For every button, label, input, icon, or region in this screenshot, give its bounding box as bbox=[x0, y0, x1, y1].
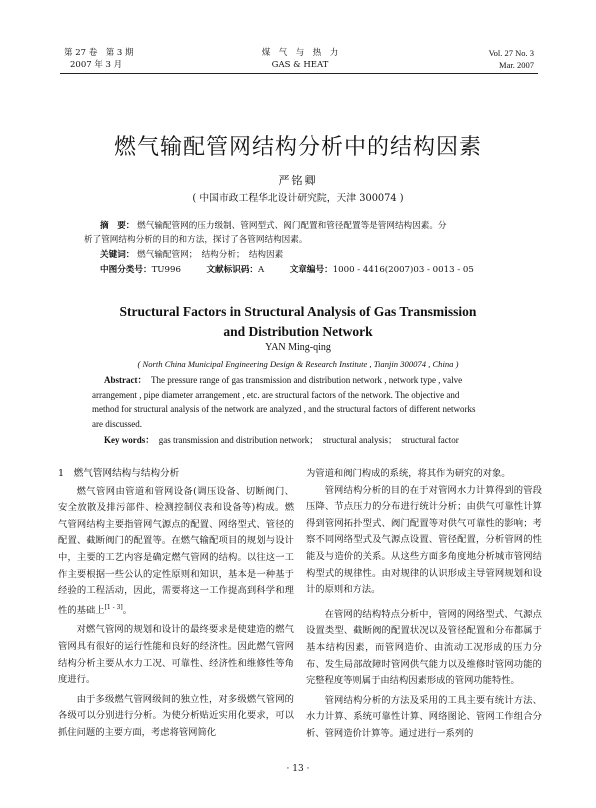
clc-label: 中图分类号： bbox=[100, 265, 152, 275]
keywords-en-label: Key words： bbox=[104, 435, 155, 445]
abstract-en-label: Abstract： bbox=[104, 375, 147, 385]
left-paragraph-1: 燃气管网由管道和管网设备(调压设备、切断阀门、安全放散及排污部件、检测控制仪表和设备等)构成。燃气管网结构主要指管网气源点的配置、网络型式、管径的配置、截断阀门的配置等。在燃气输配项目的规划与设计中，主要的工艺内容是确定燃气管网的结构。以往这一工作主要根据一些公认的定性原则和知识，基本是一种基于经验的工程活动，因此，需要将这一工作提高到科学和理性的基础上[1 - 3]。 bbox=[58, 485, 294, 616]
abstract-en bbox=[92, 373, 524, 448]
right-paragraph-1: 管网结构分析的目的在于对管网水力计算得到的管段压降、节点压力的分布进行统计分析；由供气可靠性计算得到管网拓扑型式、阀门配置等对供气可靠性的影响；考察不同网络型式及气源点设置、管径配置，分析管网的性能及与造价的关系。从这些方面多角度地分析城市管网结构型式的规律性。由对规律的认识形成主导管网规划和设计的原则和方法。 bbox=[306, 484, 542, 596]
abstract-en-text-1: The pressure range of gas transmission and distribution network , network type , valve bbox=[151, 375, 463, 385]
abstract-cn-label: 摘 要： bbox=[100, 221, 135, 231]
volume-issue-en: Vol. 27 No. 3 bbox=[488, 48, 534, 58]
journal-name-cn: 煤 气 与 热 力 bbox=[261, 48, 339, 58]
right-paragraph-2: 在管网的结构特点分析中，管网的网络型式、气源点设置类型、截断阀的配置状况以及管径配置和分布都属于基本结构因素，而管网造价、由流动工况形成的压力分布、发生局部故障时管网供气能力以及维修时管网功能的完整程度等则属于由结构因素形成的管网功能特性。 bbox=[306, 608, 542, 687]
abstract-en-text-4: are discussed. bbox=[92, 418, 142, 429]
volume-issue-cn: 第 27 卷 第 3 期 bbox=[64, 48, 134, 58]
right-paragraph-3: 管网结构分析的方法及采用的工具主要有统计方法、水力计算、系统可靠性计算、网络图论、管网工作组合分析、管网造价计算等。通过进行一系列的 bbox=[306, 694, 542, 739]
abstract-cn bbox=[84, 219, 524, 277]
abstract-cn-text-2: 析了管网结构分析的目的和方法，探讨了各管网结构因素。 bbox=[84, 235, 308, 245]
header-rule bbox=[60, 73, 538, 74]
paper-title-cn: 燃气输配管网结构分析中的结构因素 bbox=[113, 135, 482, 160]
keywords-cn bbox=[84, 248, 524, 262]
keywords-cn-label: 关键词： bbox=[100, 250, 135, 260]
paper-title-en-line1: Structural Factors in Structural Analysis of Gas Transmission bbox=[119, 304, 477, 319]
date-en: Mar. 2007 bbox=[499, 60, 534, 70]
author-cn: 严铭卿 bbox=[278, 174, 318, 187]
paper-title-en-line2: and Distribution Network bbox=[223, 324, 373, 339]
abstract-en-text-3: method for structural analysis of the network are analyzed , and the structural factors of different networks bbox=[92, 404, 476, 414]
paper-title-en bbox=[0, 302, 596, 342]
section-1-heading: 1 燃气管网结构与结构分析 bbox=[58, 468, 180, 479]
journal-name-en: GAS & HEAT bbox=[271, 60, 329, 70]
affiliation-cn: ( 中国市政工程华北设计研究院，天津 300074 ) bbox=[192, 193, 404, 204]
journal-name bbox=[240, 47, 360, 71]
doc-code-label: 文献标识码： bbox=[206, 265, 259, 275]
article-id: 1000 - 4416(2007)03 - 0013 - 05 bbox=[332, 265, 474, 275]
abstract-en-line1-wrap bbox=[92, 373, 524, 388]
abstract-en-text-2: arrangement , pipe diameter arrangement , etc. are structural factors of the network. The objective and bbox=[92, 389, 460, 400]
article-id-label: 文章编号： bbox=[289, 265, 333, 275]
journal-volume-issue bbox=[64, 47, 134, 71]
abstract-cn-line1 bbox=[84, 219, 524, 233]
clc-code: TU996 bbox=[151, 265, 181, 275]
classification-line bbox=[84, 263, 524, 277]
body-right-column bbox=[306, 466, 542, 743]
keywords-en-text: gas transmission and distribution network； structural analysis； structural factor bbox=[158, 435, 459, 445]
author-en: YAN Ming-qing bbox=[265, 342, 331, 353]
page-number: · 13 · bbox=[286, 764, 310, 774]
doc-code: A bbox=[258, 265, 265, 275]
journal-volume-issue-en bbox=[489, 47, 534, 71]
left-paragraph-3: 由于多级燃气管网级间的独立性，对多级燃气管网的各级可以分别进行分析。为使分析贴近实用化要求，可以抓住问题的主要方面，考虑将管网简化 bbox=[58, 693, 294, 738]
affiliation-en: ( North China Municipal Engineering Design & Research Institute , Tianjin 300074 , China ) bbox=[137, 359, 459, 369]
citation-ref: [1 - 3] bbox=[104, 603, 123, 611]
date-cn: 2007 年 3 月 bbox=[70, 60, 123, 70]
right-continuation-line: 为管道和阀门构成的系统，将其作为研究的对象。 bbox=[306, 468, 511, 479]
body-left-column bbox=[58, 466, 294, 742]
abstract-cn-text-1: 燃气输配管网的压力级制、管网型式、阀门配置和管径配置等是管网结构因素。分 bbox=[137, 221, 447, 231]
left-paragraph-2: 对燃气管网的规划和设计的最终要求是使建造的燃气管网具有很好的运行性能和良好的经济性。因此燃气管网结构分析主要从水力工况、可靠性、经济性和维修性等角度进行。 bbox=[58, 624, 294, 686]
keywords-cn-text: 燃气输配管网； 结构分析； 结构因素 bbox=[137, 250, 284, 260]
keywords-en bbox=[92, 433, 524, 448]
